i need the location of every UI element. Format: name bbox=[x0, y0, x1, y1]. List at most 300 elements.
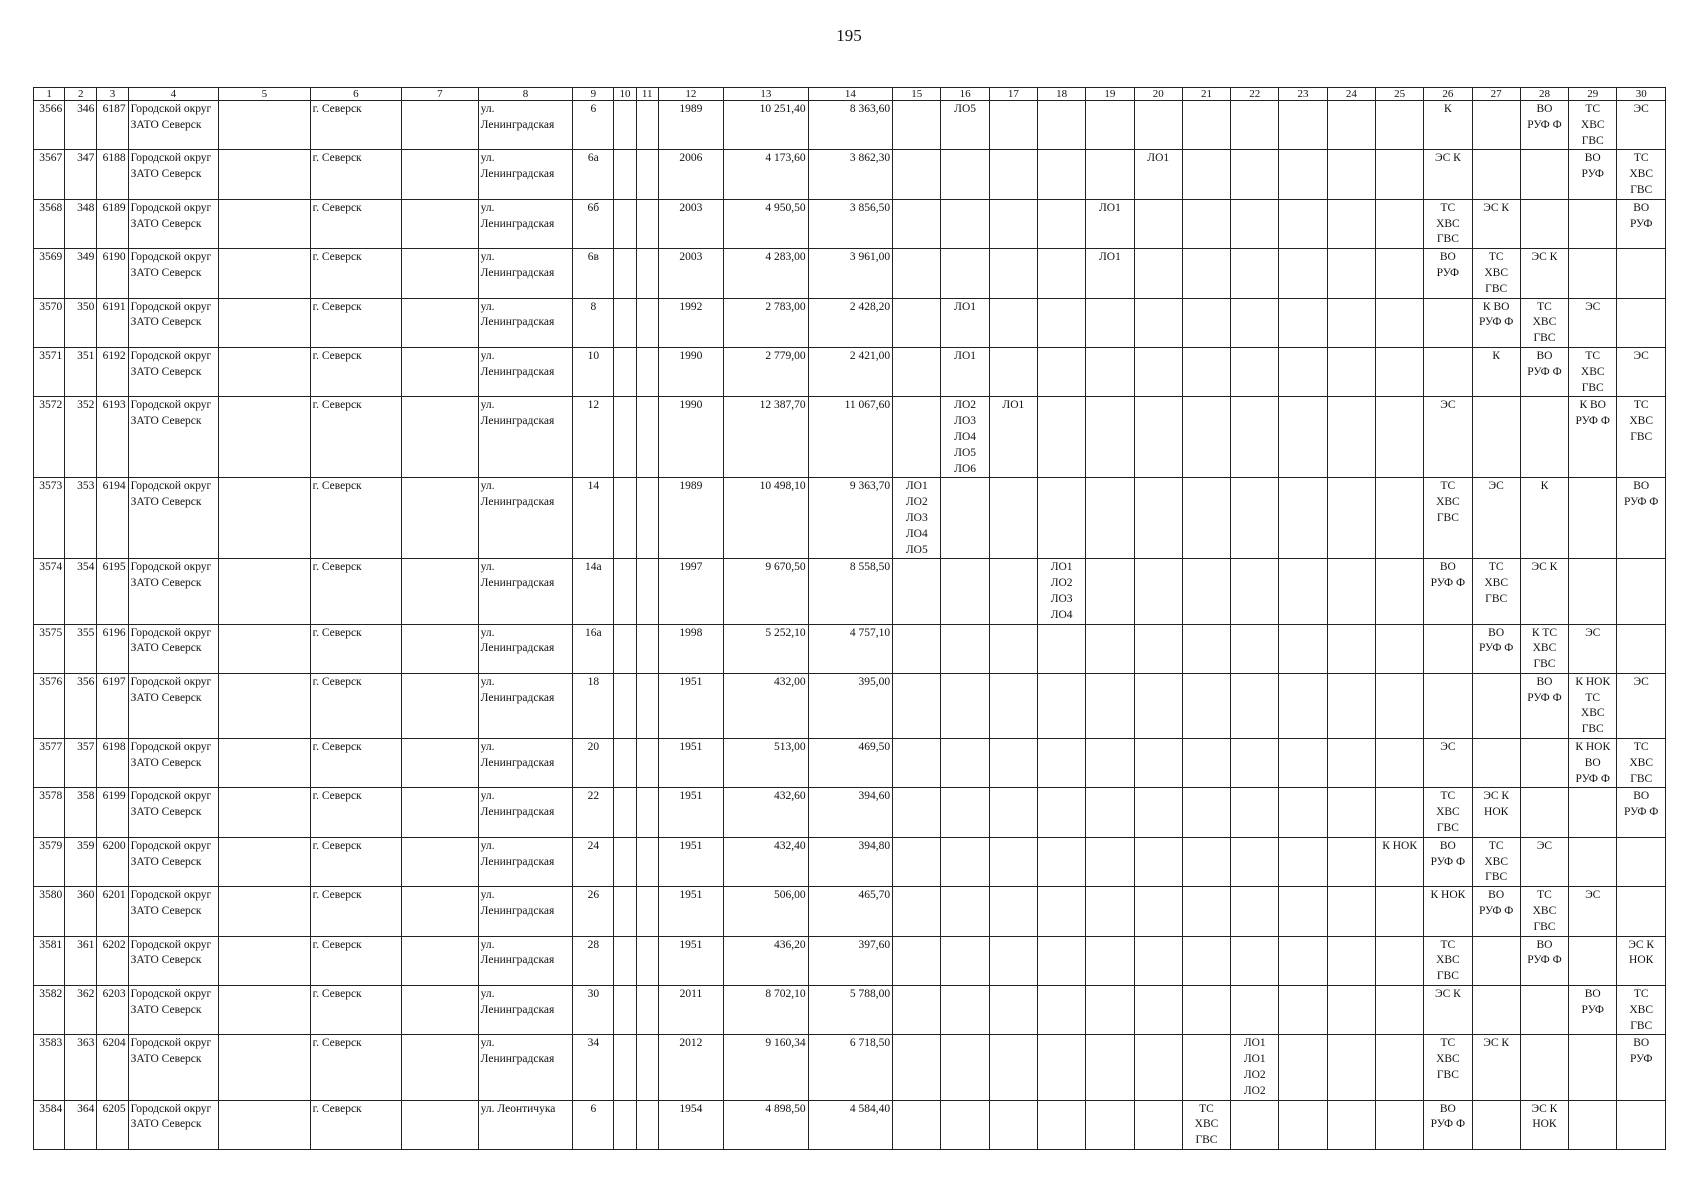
table-cell-col-6: г. Северск bbox=[310, 739, 402, 788]
table-cell-col-22 bbox=[1231, 624, 1279, 673]
table-cell-col-16 bbox=[941, 1100, 989, 1149]
cell-code: ГВС bbox=[1436, 822, 1459, 835]
table-cell-col-11 bbox=[636, 397, 658, 478]
table-cell-col-25 bbox=[1375, 887, 1423, 936]
table-cell-col-27 bbox=[1472, 837, 1520, 886]
table-cell-col-6: г. Северск bbox=[310, 347, 402, 396]
cell-code: ЭС bbox=[1585, 626, 1601, 639]
cell-code: ВО bbox=[1633, 1037, 1650, 1050]
cell-code: К ВО bbox=[1482, 300, 1510, 313]
table-cell-col-18 bbox=[1038, 101, 1086, 150]
table-cell-col-26 bbox=[1424, 298, 1472, 347]
table-cell-col-16 bbox=[941, 478, 989, 559]
table-cell-col-21 bbox=[1182, 936, 1230, 985]
table-row bbox=[34, 739, 1666, 788]
table-cell-col-6: г. Северск bbox=[310, 249, 402, 298]
table-cell-col-6: г. Северск bbox=[310, 1100, 402, 1149]
table-cell-col-21 bbox=[1182, 101, 1230, 150]
table-cell-col-26 bbox=[1424, 739, 1472, 788]
table-cell-col-1: 3584 bbox=[34, 1100, 65, 1149]
table-cell-col-12: 1992 bbox=[658, 298, 723, 347]
table-cell-col-21 bbox=[1182, 624, 1230, 673]
table-cell-col-1: 3570 bbox=[34, 298, 65, 347]
cell-code: ЭС К bbox=[1483, 790, 1510, 803]
table-cell-col-29 bbox=[1569, 739, 1617, 788]
table-cell-col-28 bbox=[1520, 837, 1568, 886]
table-cell-col-12: 1951 bbox=[658, 837, 723, 886]
table-cell-col-17 bbox=[989, 347, 1037, 396]
cell-code: ГВС bbox=[1630, 430, 1653, 443]
table-cell-col-28 bbox=[1520, 101, 1568, 150]
column-number-header: 3 bbox=[97, 88, 128, 101]
table-cell-col-11 bbox=[636, 249, 658, 298]
column-number-header: 11 bbox=[636, 88, 658, 101]
table-cell-col-6: г. Северск bbox=[310, 397, 402, 478]
cell-code: ХВС bbox=[1194, 1118, 1219, 1131]
table-row bbox=[34, 478, 1666, 559]
table-cell-col-12: 1990 bbox=[658, 397, 723, 478]
table-cell-col-24 bbox=[1327, 101, 1375, 150]
table-cell-col-8: ул. Ленинградская bbox=[478, 788, 573, 837]
table-cell-col-10 bbox=[614, 624, 636, 673]
table-cell-col-10 bbox=[614, 788, 636, 837]
table-cell-col-2: 360 bbox=[65, 887, 97, 936]
cell-code: ВО bbox=[1633, 790, 1650, 803]
cell-code: ВО bbox=[1633, 480, 1650, 493]
table-cell-col-18 bbox=[1038, 397, 1086, 478]
table-cell-col-14: 3 961,00 bbox=[808, 249, 893, 298]
table-cell-col-8: ул. Ленинградская bbox=[478, 199, 573, 248]
table-cell-col-23 bbox=[1279, 347, 1327, 396]
table-cell-col-28 bbox=[1520, 1035, 1568, 1100]
table-cell-col-18 bbox=[1038, 1035, 1086, 1100]
table-cell-col-26 bbox=[1424, 837, 1472, 886]
table-cell-col-10 bbox=[614, 150, 636, 199]
table-cell-col-30 bbox=[1617, 1035, 1666, 1100]
table-cell-col-20 bbox=[1134, 1035, 1182, 1100]
table-row bbox=[34, 936, 1666, 985]
table-cell-col-19 bbox=[1086, 559, 1134, 624]
table-cell-col-4: Городской округ ЗАТО Северск bbox=[128, 624, 219, 673]
table-cell-col-28 bbox=[1520, 478, 1568, 559]
table-cell-col-30 bbox=[1617, 887, 1666, 936]
table-cell-col-5 bbox=[219, 1035, 311, 1100]
table-cell-col-17 bbox=[989, 837, 1037, 886]
table-cell-col-15 bbox=[893, 397, 941, 478]
table-cell-col-20 bbox=[1134, 1100, 1182, 1149]
table-cell-col-21 bbox=[1182, 478, 1230, 559]
table-cell-col-20 bbox=[1134, 249, 1182, 298]
table-cell-col-2: 354 bbox=[65, 559, 97, 624]
table-cell-col-5 bbox=[219, 249, 311, 298]
cell-code: ЭС К bbox=[1483, 201, 1510, 214]
table-cell-col-24 bbox=[1327, 887, 1375, 936]
table-cell-col-1: 3578 bbox=[34, 788, 65, 837]
table-cell-col-21 bbox=[1182, 397, 1230, 478]
cell-code: ХВС bbox=[1532, 905, 1557, 918]
table-cell-col-28 bbox=[1520, 887, 1568, 936]
table-cell-col-23 bbox=[1279, 559, 1327, 624]
table-cell-col-14: 11 067,60 bbox=[808, 397, 893, 478]
table-cell-col-27 bbox=[1472, 199, 1520, 248]
table-cell-col-22 bbox=[1231, 673, 1279, 738]
table-cell-col-25 bbox=[1375, 298, 1423, 347]
table-cell-col-11 bbox=[636, 739, 658, 788]
table-cell-col-29 bbox=[1569, 478, 1617, 559]
table-cell-col-23 bbox=[1279, 150, 1327, 199]
cell-code: ГВС bbox=[1581, 381, 1604, 394]
cell-code: ТС bbox=[1440, 480, 1456, 493]
table-cell-col-12: 1989 bbox=[658, 478, 723, 559]
table-cell-col-3: 6191 bbox=[97, 298, 128, 347]
table-cell-col-27 bbox=[1472, 1100, 1520, 1149]
table-cell-col-9: 28 bbox=[573, 936, 614, 985]
table-cell-col-23 bbox=[1279, 1100, 1327, 1149]
table-cell-col-17 bbox=[989, 559, 1037, 624]
table-cell-col-30 bbox=[1617, 624, 1666, 673]
table-cell-col-22 bbox=[1231, 1035, 1279, 1100]
table-cell-col-12: 1954 bbox=[658, 1100, 723, 1149]
cell-code: ВО bbox=[1536, 675, 1553, 688]
table-cell-col-7 bbox=[402, 397, 478, 478]
table-cell-col-27 bbox=[1472, 101, 1520, 150]
cell-code: ХВС bbox=[1580, 707, 1605, 720]
table-cell-col-19 bbox=[1086, 673, 1134, 738]
table-cell-col-3: 6190 bbox=[97, 249, 128, 298]
cell-code: ГВС bbox=[1485, 282, 1508, 295]
column-number-header: 17 bbox=[989, 88, 1037, 101]
cell-code: ГВС bbox=[1485, 592, 1508, 605]
column-number-header: 2 bbox=[65, 88, 97, 101]
column-number-header: 5 bbox=[219, 88, 311, 101]
table-cell-col-27 bbox=[1472, 673, 1520, 738]
table-row bbox=[34, 559, 1666, 624]
table-cell-col-11 bbox=[636, 1035, 658, 1100]
column-number-header: 18 bbox=[1038, 88, 1086, 101]
table-cell-col-7 bbox=[402, 150, 478, 199]
cell-code: ЛО3 bbox=[905, 511, 928, 524]
table-cell-col-4: Городской округ ЗАТО Северск bbox=[128, 887, 219, 936]
cell-code: ЛО2 bbox=[1050, 577, 1073, 590]
table-cell-col-11 bbox=[636, 347, 658, 396]
table-cell-col-13: 4 283,00 bbox=[724, 249, 809, 298]
table-cell-col-9: 18 bbox=[573, 673, 614, 738]
table-cell-col-15 bbox=[893, 249, 941, 298]
page-number: 195 bbox=[836, 26, 862, 45]
cell-code: ЛО5 bbox=[954, 103, 976, 115]
table-cell-col-9: 14а bbox=[573, 559, 614, 624]
table-cell-col-1: 3573 bbox=[34, 478, 65, 559]
table-cell-col-21 bbox=[1182, 199, 1230, 248]
table-cell-col-4: Городской округ ЗАТО Северск bbox=[128, 199, 219, 248]
table-cell-col-25 bbox=[1375, 150, 1423, 199]
cell-code: К ТС bbox=[1531, 626, 1558, 639]
table-cell-col-30 bbox=[1617, 936, 1666, 985]
table-cell-col-16 bbox=[941, 788, 989, 837]
table-cell-col-18 bbox=[1038, 887, 1086, 936]
table-cell-col-22 bbox=[1231, 298, 1279, 347]
table-cell-col-16 bbox=[941, 298, 989, 347]
table-cell-col-30 bbox=[1617, 739, 1666, 788]
column-number-header: 19 bbox=[1086, 88, 1134, 101]
table-cell-col-4: Городской округ ЗАТО Северск bbox=[128, 478, 219, 559]
table-cell-col-23 bbox=[1279, 478, 1327, 559]
cell-code: ГВС bbox=[1195, 1134, 1218, 1147]
table-cell-col-25 bbox=[1375, 199, 1423, 248]
column-number-header: 23 bbox=[1279, 88, 1327, 101]
cell-code: ТС bbox=[1488, 561, 1504, 574]
table-cell-col-22 bbox=[1231, 986, 1279, 1035]
table-cell-col-12: 2006 bbox=[658, 150, 723, 199]
table-cell-col-23 bbox=[1279, 101, 1327, 150]
table-cell-col-17 bbox=[989, 478, 1037, 559]
table-cell-col-24 bbox=[1327, 936, 1375, 985]
table-cell-col-17 bbox=[989, 298, 1037, 347]
table-cell-col-19 bbox=[1086, 101, 1134, 150]
table-cell-col-1: 3577 bbox=[34, 739, 65, 788]
table-cell-col-17 bbox=[989, 199, 1037, 248]
table-row bbox=[34, 1035, 1666, 1100]
table-cell-col-9: 16а bbox=[573, 624, 614, 673]
table-cell-col-29 bbox=[1569, 559, 1617, 624]
cell-code: РУФ bbox=[1629, 217, 1653, 230]
table-cell-col-27 bbox=[1472, 788, 1520, 837]
table-cell-col-1: 3582 bbox=[34, 986, 65, 1035]
table-cell-col-9: 6 bbox=[573, 101, 614, 150]
table-cell-col-28 bbox=[1520, 624, 1568, 673]
table-cell-col-29 bbox=[1569, 150, 1617, 199]
cell-code: РУФ Ф bbox=[1527, 954, 1562, 967]
cell-code: РУФ bbox=[1581, 1003, 1604, 1016]
table-cell-col-26 bbox=[1424, 559, 1472, 624]
table-cell-col-28 bbox=[1520, 298, 1568, 347]
table-cell-col-10 bbox=[614, 1035, 636, 1100]
table-cell-col-25 bbox=[1375, 788, 1423, 837]
table-cell-col-5 bbox=[219, 559, 311, 624]
table-cell-col-26 bbox=[1424, 397, 1472, 478]
table-cell-col-16 bbox=[941, 101, 989, 150]
table-cell-col-13: 4 950,50 bbox=[724, 199, 809, 248]
cell-code: ЭС bbox=[1440, 741, 1456, 754]
cell-code: ХВС bbox=[1532, 642, 1557, 655]
cell-code: ТС bbox=[1537, 889, 1552, 902]
table-cell-col-1: 3567 bbox=[34, 150, 65, 199]
table-cell-col-27 bbox=[1472, 624, 1520, 673]
table-cell-col-4: Городской округ ЗАТО Северск bbox=[128, 249, 219, 298]
column-number-header: 10 bbox=[614, 88, 636, 101]
table-row bbox=[34, 249, 1666, 298]
table-cell-col-28 bbox=[1520, 986, 1568, 1035]
cell-code: ХВС bbox=[1484, 266, 1508, 279]
table-cell-col-24 bbox=[1327, 478, 1375, 559]
table-cell-col-8: ул. Ленинградская bbox=[478, 249, 573, 298]
table-cell-col-20 bbox=[1134, 150, 1182, 199]
table-cell-col-6: г. Северск bbox=[310, 788, 402, 837]
table-cell-col-18 bbox=[1038, 936, 1086, 985]
table-cell-col-3: 6194 bbox=[97, 478, 128, 559]
table-cell-col-2: 357 bbox=[65, 739, 97, 788]
table-row bbox=[34, 986, 1666, 1035]
table-cell-col-21 bbox=[1182, 986, 1230, 1035]
table-cell-col-14: 3 862,30 bbox=[808, 150, 893, 199]
table-cell-col-10 bbox=[614, 739, 636, 788]
cell-code: ЛО6 bbox=[954, 462, 976, 475]
cell-code: ГВС bbox=[1436, 233, 1459, 246]
table-cell-col-12: 1951 bbox=[658, 739, 723, 788]
cell-code: ЛО1 bbox=[1098, 251, 1121, 264]
table-cell-col-12: 2011 bbox=[658, 986, 723, 1035]
cell-code: ЛО3 bbox=[954, 415, 976, 428]
cell-code: ЛО5 bbox=[905, 543, 928, 556]
table-cell-col-10 bbox=[614, 249, 636, 298]
table-cell-col-5 bbox=[219, 673, 311, 738]
table-cell-col-5 bbox=[219, 739, 311, 788]
table-cell-col-13: 432,40 bbox=[724, 837, 809, 886]
table-cell-col-17 bbox=[989, 150, 1037, 199]
table-cell-col-2: 358 bbox=[65, 788, 97, 837]
column-number-header: 15 bbox=[893, 88, 941, 101]
table-cell-col-13: 2 783,00 bbox=[724, 298, 809, 347]
cell-code: ХВС bbox=[1629, 1003, 1654, 1016]
table-cell-col-3: 6202 bbox=[97, 936, 128, 985]
table-cell-col-1: 3576 bbox=[34, 673, 65, 738]
table-cell-col-21 bbox=[1182, 249, 1230, 298]
table-cell-col-20 bbox=[1134, 739, 1182, 788]
table-cell-col-5 bbox=[219, 936, 311, 985]
table-cell-col-7 bbox=[402, 739, 478, 788]
cell-code: ТС bbox=[1633, 988, 1649, 1001]
table-cell-col-5 bbox=[219, 347, 311, 396]
table-cell-col-14: 397,60 bbox=[808, 936, 893, 985]
table-cell-col-12: 1951 bbox=[658, 788, 723, 837]
cell-code: РУФ Ф bbox=[1527, 118, 1562, 131]
table-cell-col-9: 26 bbox=[573, 887, 614, 936]
column-number-header: 9 bbox=[573, 88, 614, 101]
table-cell-col-13: 4 173,60 bbox=[724, 150, 809, 199]
table-cell-col-12: 1997 bbox=[658, 559, 723, 624]
cell-code: ГВС bbox=[1630, 772, 1653, 785]
table-cell-col-17 bbox=[989, 1100, 1037, 1149]
table-cell-col-22 bbox=[1231, 249, 1279, 298]
table-cell-col-16 bbox=[941, 887, 989, 936]
cell-code: ГВС bbox=[1533, 658, 1556, 671]
column-number-header: 25 bbox=[1375, 88, 1423, 101]
table-cell-col-21 bbox=[1182, 837, 1230, 886]
table-cell-col-7 bbox=[402, 298, 478, 347]
column-number-header: 28 bbox=[1520, 88, 1568, 101]
cell-code: РУФ Ф bbox=[1623, 496, 1659, 509]
table-cell-col-15 bbox=[893, 298, 941, 347]
table-cell-col-15 bbox=[893, 199, 941, 248]
table-cell-col-8: ул. Ленинградская bbox=[478, 1035, 573, 1100]
table-cell-col-2: 353 bbox=[65, 478, 97, 559]
table-cell-col-5 bbox=[219, 788, 311, 837]
table-cell-col-29 bbox=[1569, 101, 1617, 150]
table-row bbox=[34, 887, 1666, 936]
table-cell-col-6: г. Северск bbox=[310, 478, 402, 559]
table-cell-col-29 bbox=[1569, 673, 1617, 738]
table-cell-col-3: 6188 bbox=[97, 150, 128, 199]
table-cell-col-4: Городской округ ЗАТО Северск bbox=[128, 936, 219, 985]
table-cell-col-23 bbox=[1279, 788, 1327, 837]
table-cell-col-19 bbox=[1086, 739, 1134, 788]
cell-code: ГВС bbox=[1533, 332, 1556, 345]
cell-code: ХВС bbox=[1436, 1053, 1460, 1066]
table-cell-col-23 bbox=[1279, 624, 1327, 673]
table-cell-col-17 bbox=[989, 1035, 1037, 1100]
table-cell-col-15 bbox=[893, 150, 941, 199]
table-cell-col-16 bbox=[941, 624, 989, 673]
table-cell-col-2: 350 bbox=[65, 298, 97, 347]
table-cell-col-13: 4 898,50 bbox=[724, 1100, 809, 1149]
column-number-header: 22 bbox=[1231, 88, 1279, 101]
table-cell-col-6: г. Северск bbox=[310, 936, 402, 985]
table-cell-col-20 bbox=[1134, 837, 1182, 886]
table-cell-col-24 bbox=[1327, 559, 1375, 624]
cell-code: ГВС bbox=[1485, 871, 1508, 884]
table-cell-col-6: г. Северск bbox=[310, 1035, 402, 1100]
table-cell-col-23 bbox=[1279, 1035, 1327, 1100]
table-cell-col-7 bbox=[402, 837, 478, 886]
table-cell-col-29 bbox=[1569, 986, 1617, 1035]
cell-code: ВО bbox=[1584, 152, 1601, 165]
cell-code: ЛО4 bbox=[954, 430, 976, 443]
table-cell-col-19 bbox=[1086, 397, 1134, 478]
table-cell-col-8: ул. Ленинградская bbox=[478, 837, 573, 886]
table-cell-col-16 bbox=[941, 347, 989, 396]
table-cell-col-10 bbox=[614, 101, 636, 150]
table-cell-col-12: 2003 bbox=[658, 249, 723, 298]
table-cell-col-18 bbox=[1038, 739, 1086, 788]
table-cell-col-2: 347 bbox=[65, 150, 97, 199]
table-cell-col-29 bbox=[1569, 936, 1617, 985]
cell-code: ЭС К bbox=[1628, 938, 1655, 951]
table-cell-col-25 bbox=[1375, 936, 1423, 985]
table-cell-col-15 bbox=[893, 788, 941, 837]
table-cell-col-18 bbox=[1038, 199, 1086, 248]
table-cell-col-24 bbox=[1327, 298, 1375, 347]
table-cell-col-1: 3581 bbox=[34, 936, 65, 985]
table-cell-col-7 bbox=[402, 101, 478, 150]
table-cell-col-18 bbox=[1038, 298, 1086, 347]
table-cell-col-2: 352 bbox=[65, 397, 97, 478]
table-cell-col-17 bbox=[989, 397, 1037, 478]
table-cell-col-13: 5 252,10 bbox=[724, 624, 809, 673]
table-cell-col-11 bbox=[636, 478, 658, 559]
table-cell-col-18 bbox=[1038, 788, 1086, 837]
table-cell-col-11 bbox=[636, 673, 658, 738]
table-cell-col-13: 436,20 bbox=[724, 936, 809, 985]
cell-code: ХВС bbox=[1629, 756, 1654, 769]
cell-code: К НОК bbox=[1575, 675, 1611, 688]
cell-code: НОК bbox=[1532, 1118, 1557, 1131]
table-cell-col-3: 6193 bbox=[97, 397, 128, 478]
table-cell-col-22 bbox=[1231, 788, 1279, 837]
table-cell-col-22 bbox=[1231, 199, 1279, 248]
cell-code: К НОК bbox=[1575, 741, 1611, 754]
table-cell-col-3: 6200 bbox=[97, 837, 128, 886]
table-cell-col-19 bbox=[1086, 347, 1134, 396]
table-cell-col-6: г. Северск bbox=[310, 624, 402, 673]
table-cell-col-9: 6б bbox=[573, 199, 614, 248]
table-cell-col-24 bbox=[1327, 788, 1375, 837]
table-cell-col-17 bbox=[989, 673, 1037, 738]
table-cell-col-13: 10 498,10 bbox=[724, 478, 809, 559]
table-cell-col-11 bbox=[636, 559, 658, 624]
table-cell-col-2: 351 bbox=[65, 347, 97, 396]
table-cell-col-6: г. Северск bbox=[310, 150, 402, 199]
table-cell-col-8: ул. Ленинградская bbox=[478, 673, 573, 738]
